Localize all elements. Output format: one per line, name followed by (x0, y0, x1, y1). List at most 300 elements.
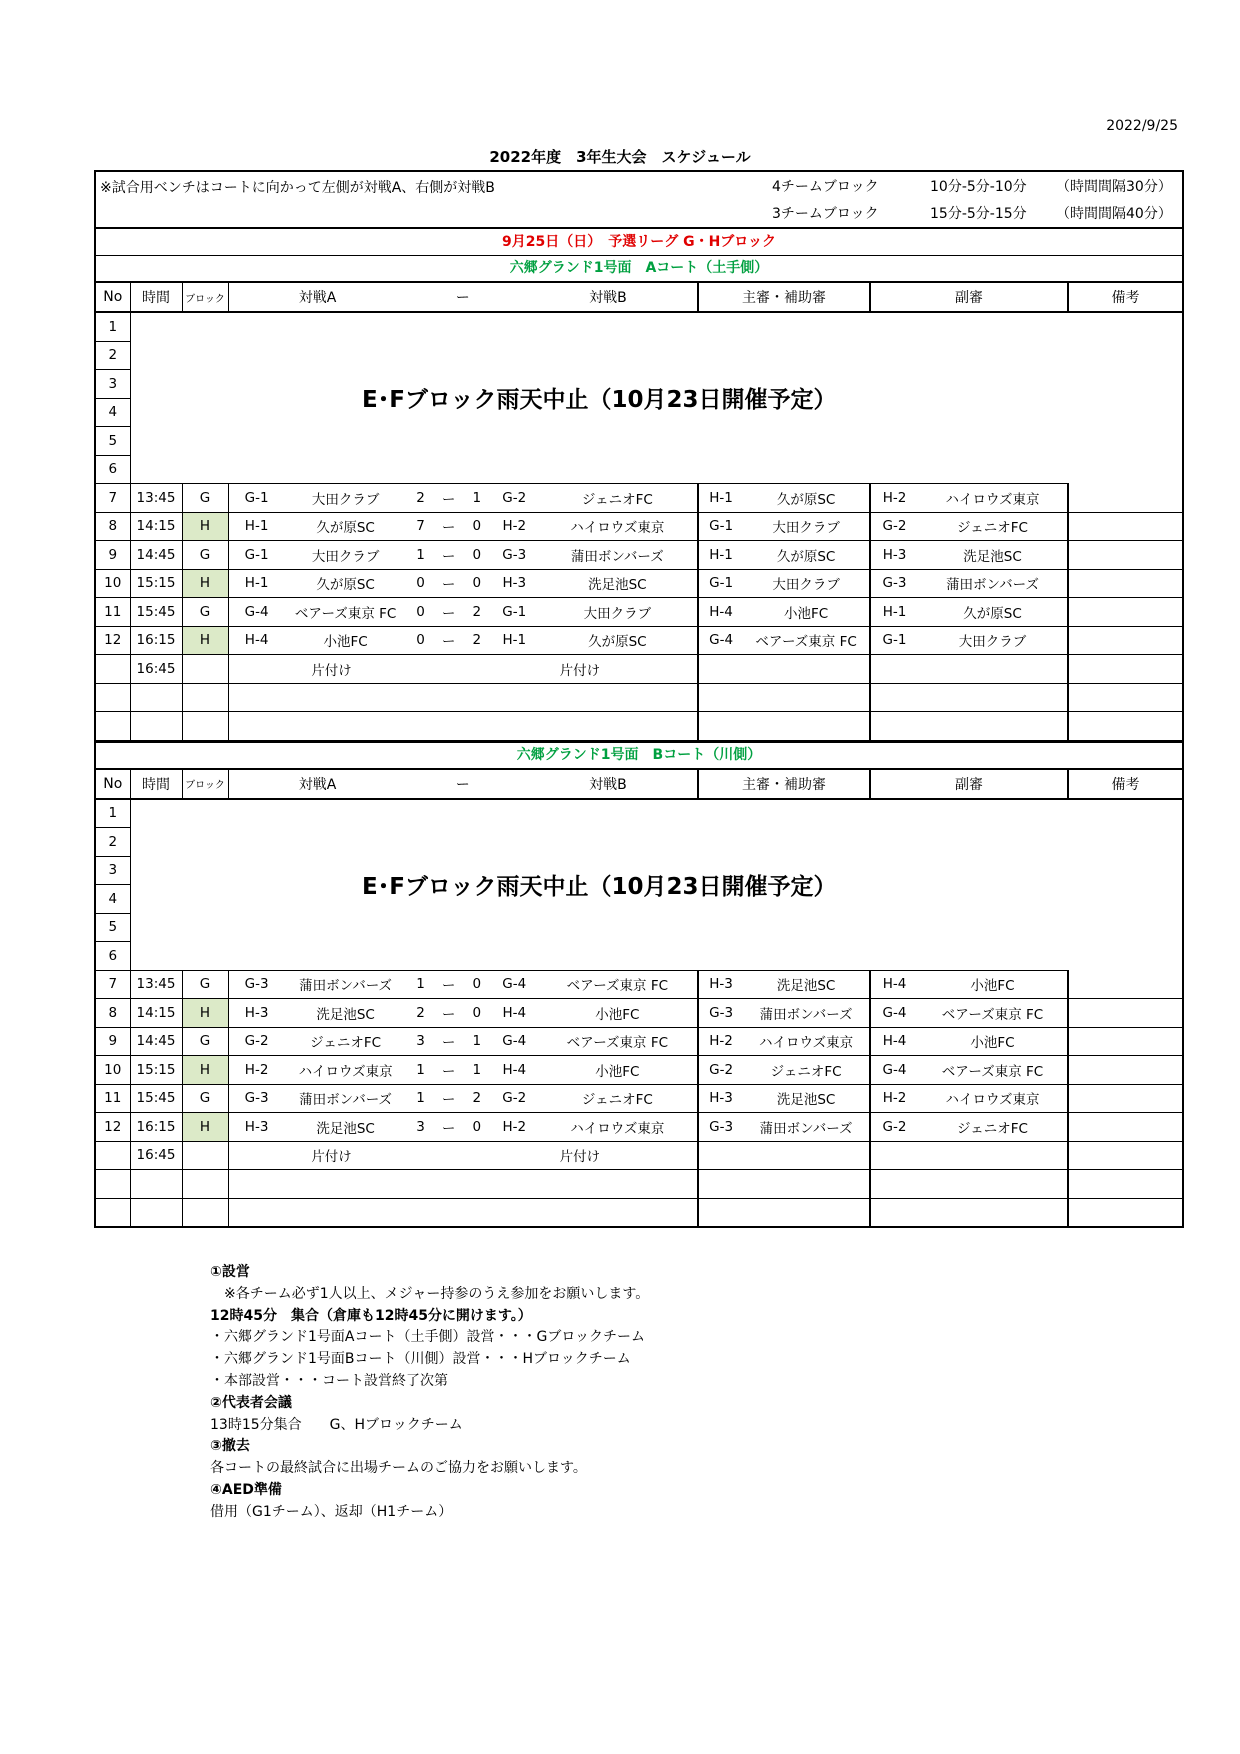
table-header-row (96, 283, 1182, 312)
referee-cell (698, 598, 870, 627)
score-dash: ー (441, 1120, 456, 1137)
score-a: 0 (416, 632, 425, 649)
team-a-name: 久が原SC (316, 520, 375, 537)
empty-cell (698, 1170, 870, 1199)
referee-cell (698, 1113, 870, 1142)
referee-code: G-3 (709, 1004, 734, 1021)
row-no: 8 (96, 512, 130, 541)
match-block: H (182, 569, 228, 598)
team-b-code: G-4 (502, 1033, 527, 1050)
empty-cell (698, 683, 870, 712)
match-group (229, 570, 698, 598)
match-row (96, 1084, 1182, 1113)
sub-referee-code: G-2 (882, 1118, 907, 1135)
empty-cell (698, 712, 870, 741)
note-cell (1068, 856, 1182, 885)
referee-group (699, 974, 869, 994)
match-group (229, 999, 698, 1027)
sub-referee-group (871, 1031, 1067, 1051)
referee-team: 久が原SC (776, 491, 836, 508)
sub-referee-group (871, 974, 1067, 994)
note-cell (1068, 999, 1182, 1028)
referee-cell (698, 569, 870, 598)
note-cell (1068, 1141, 1182, 1170)
referee-team: ベアーズ東京 FC (755, 634, 857, 651)
note-cell (1068, 828, 1182, 857)
sub-referee-cell (870, 484, 1068, 513)
referee-code: H-2 (709, 1033, 733, 1050)
note-cell (1068, 913, 1182, 942)
referee-code: H-1 (709, 489, 733, 506)
sub-referee-cell (870, 970, 1068, 999)
note-cell (1068, 970, 1182, 999)
team-b-name: 蒲田ボンバーズ (570, 548, 664, 565)
match-block: G (182, 1027, 228, 1056)
match-block: G (182, 970, 228, 999)
team-b-code: G-3 (502, 546, 527, 563)
match-row (96, 970, 1182, 999)
sub-referee-group (871, 1060, 1067, 1080)
format-notes (96, 172, 1182, 229)
score-a: 1 (416, 1061, 425, 1078)
empty-cell (228, 712, 698, 741)
cleanup-group (229, 655, 698, 683)
note-line-text: 借用（G1チーム）、返却（H1チーム） (210, 1503, 453, 1520)
team-b-name: ハイロウズ東京 (570, 1120, 665, 1137)
header-note: 備考 (1068, 770, 1182, 799)
header-team-b: 対戦B (589, 290, 627, 306)
score-a: 0 (416, 575, 425, 592)
sub-referee-group (871, 573, 1067, 593)
empty-cell (96, 1198, 130, 1226)
referee-group (699, 516, 869, 536)
referee-team: 蒲田ボンバーズ (759, 1120, 853, 1137)
team-a-name: 久が原SC (316, 577, 375, 594)
header-note: 備考 (1068, 283, 1182, 312)
team-b-code: G-4 (502, 976, 527, 993)
match-row (96, 541, 1182, 570)
row-no: 3 (96, 370, 130, 399)
cancel-area (130, 312, 1068, 484)
score-b: 0 (472, 1118, 482, 1135)
row-no (96, 1141, 130, 1170)
score-a: 2 (416, 1004, 425, 1021)
header-no: No (96, 283, 130, 312)
note-cell (1068, 1113, 1182, 1142)
cleanup-a: 片付け (311, 662, 352, 679)
empty-cell (1068, 712, 1182, 741)
team-a-code: G-4 (244, 603, 269, 620)
sub-referee-code: H-3 (882, 546, 907, 563)
match-cell (228, 541, 698, 570)
sub-referee-cell (870, 1056, 1068, 1085)
row-no: 6 (96, 455, 130, 484)
sub-referee-cell (870, 1141, 1068, 1170)
row-no: 7 (96, 970, 130, 999)
team-a-code: H-2 (244, 1061, 269, 1078)
sub-referee-code: G-3 (882, 575, 907, 592)
match-cell (228, 1113, 698, 1142)
note-cell (1068, 942, 1182, 971)
sub-referee-cell (870, 1084, 1068, 1113)
referee-code: G-1 (709, 518, 734, 535)
match-row (96, 512, 1182, 541)
cancel-notice: E･Fブロック雨天中止（10月23日開催予定） (362, 873, 837, 900)
match-time: 14:15 (130, 999, 182, 1028)
team-b-name: 洗足池SC (588, 577, 647, 594)
match-time: 14:45 (130, 541, 182, 570)
score-dash: ー (441, 577, 456, 594)
empty-cell (130, 1198, 182, 1226)
score-dash: ー (441, 1063, 456, 1080)
row-no: 10 (96, 569, 130, 598)
sub-referee-code: G-4 (882, 1004, 907, 1021)
team-b-name: ベアーズ東京 FC (566, 978, 669, 995)
note-cell (1068, 484, 1182, 513)
referee-group (699, 1031, 869, 1051)
row-no: 11 (96, 1084, 130, 1113)
header-match-group (229, 283, 698, 311)
team-a-name: 小池FC (323, 634, 368, 651)
bench-note: ※試合用ベンチはコートに向かって左側が対戦A、右側が対戦B (100, 180, 495, 196)
row-no: 1 (96, 799, 130, 828)
empty-cell (96, 1170, 130, 1199)
empty-cell (228, 683, 698, 712)
team-a-name: ハイロウズ東京 (298, 1063, 393, 1080)
sub-referee-group (871, 545, 1067, 565)
row-no: 9 (96, 541, 130, 570)
cancel-notice: E･Fブロック雨天中止（10月23日開催予定） (362, 387, 837, 413)
row-no: 12 (96, 626, 130, 655)
sub-referee-code: H-1 (882, 603, 907, 620)
empty-cell (182, 1198, 228, 1226)
note-cell (1068, 1084, 1182, 1113)
note-cell (1068, 370, 1182, 399)
courts-container (96, 256, 1182, 1226)
row-no: 9 (96, 1027, 130, 1056)
header-time: 時間 (130, 770, 182, 799)
note-cell (1068, 455, 1182, 484)
row-no: 2 (96, 828, 130, 857)
team-a-code: G-2 (244, 1033, 269, 1050)
note-line-text: ・本部設営・・・コート設営終了次第 (210, 1372, 448, 1389)
match-time: 16:15 (130, 626, 182, 655)
score-dash: ー (441, 634, 456, 651)
team-b-code: H-4 (502, 1061, 527, 1078)
sub-referee-code: H-4 (882, 976, 907, 993)
note-cell (1068, 512, 1182, 541)
match-row (96, 598, 1182, 627)
court-header: 六郷グランド1号面 Aコート（土手側） (96, 256, 1182, 283)
row-no: 11 (96, 598, 130, 627)
score-b: 0 (472, 546, 482, 563)
empty-row (96, 683, 1182, 712)
row-no: 8 (96, 999, 130, 1028)
team-a-code: G-3 (244, 976, 269, 993)
empty-cell (870, 1198, 1068, 1226)
team-b-code: G-2 (502, 489, 527, 506)
team-b-name: 小池FC (595, 1006, 640, 1023)
team-b-code: G-1 (502, 603, 527, 620)
referee-group (699, 1060, 869, 1080)
referee-cell (698, 1141, 870, 1170)
cleanup-block (182, 1141, 228, 1170)
document-title: 2022年度 3年生大会 スケジュール (489, 148, 751, 166)
empty-cell (96, 683, 130, 712)
match-block: H (182, 999, 228, 1028)
empty-row (96, 712, 1182, 741)
referee-group (699, 1117, 869, 1137)
referee-group (699, 1003, 869, 1023)
match-group (229, 1056, 698, 1084)
score-b: 0 (472, 976, 482, 993)
format-interval: （時間間隔30分） (1056, 179, 1172, 195)
score-dash: ー (441, 1006, 456, 1023)
header-referee: 主審・補助審 (698, 770, 870, 799)
sub-referee-team: 小池FC (970, 1035, 1015, 1052)
match-time: 13:45 (130, 484, 182, 513)
row-no: 4 (96, 885, 130, 914)
team-a-name: 洗足池SC (316, 1006, 375, 1023)
score-dash: ー (441, 520, 456, 537)
referee-group (699, 488, 869, 508)
match-block: H (182, 626, 228, 655)
sub-referee-code: H-2 (882, 489, 907, 506)
sub-referee-code: H-4 (882, 1033, 907, 1050)
referee-cell (698, 1027, 870, 1056)
match-group (229, 1113, 698, 1141)
empty-cell (1068, 1198, 1182, 1226)
match-cell (228, 1027, 698, 1056)
note-cell (1068, 655, 1182, 684)
header-referee: 主審・補助審 (698, 283, 870, 312)
match-time: 15:15 (130, 1056, 182, 1085)
sub-referee-cell (870, 541, 1068, 570)
empty-cell (182, 683, 228, 712)
match-row (96, 1056, 1182, 1085)
referee-team: 洗足池SC (776, 1092, 836, 1109)
note-line-text: ①設営 (210, 1264, 250, 1280)
empty-cell (130, 1170, 182, 1199)
note-line-text: 各コートの最終試合に出場チームのご協力をお願いします。 (210, 1460, 587, 1477)
empty-cell (182, 1170, 228, 1199)
header-team-a: 対戦A (298, 290, 337, 306)
match-group (229, 484, 698, 512)
referee-cell (698, 484, 870, 513)
note-line-text: 12時45分 集合（倉庫も12時45分に開けます。） (210, 1307, 532, 1324)
sub-referee-group (871, 516, 1067, 536)
team-a-code: H-3 (244, 1004, 269, 1021)
referee-team: 洗足池SC (776, 978, 836, 995)
team-b-name: 大田クラブ (583, 605, 652, 622)
empty-cell (228, 1198, 698, 1226)
referee-cell (698, 1056, 870, 1085)
cancel-area (130, 799, 1068, 971)
row-no: 7 (96, 484, 130, 513)
score-a: 1 (416, 976, 425, 993)
referee-code: G-1 (709, 575, 734, 592)
header-team-b: 対戦B (589, 776, 627, 793)
cleanup-group (229, 1142, 698, 1170)
cleanup-a: 片付け (311, 1149, 352, 1166)
empty-cell (130, 683, 182, 712)
sub-referee-group (871, 602, 1067, 622)
team-a-name: 大田クラブ (311, 548, 380, 565)
score-b: 1 (472, 1033, 482, 1050)
empty-cell (182, 712, 228, 741)
referee-code: G-2 (709, 1061, 734, 1078)
sub-referee-team: ジェニオFC (957, 520, 1028, 537)
match-time: 15:15 (130, 569, 182, 598)
sub-referee-team: 蒲田ボンバーズ (946, 577, 1039, 594)
cancelled-row (96, 312, 1182, 341)
cleanup-b: 片付け (559, 662, 601, 679)
sub-referee-cell (870, 512, 1068, 541)
empty-cell (870, 683, 1068, 712)
note-cell (1068, 312, 1182, 341)
format-time: 15分-5分-15分 (930, 206, 1027, 222)
match-cell (228, 999, 698, 1028)
referee-group (699, 602, 869, 622)
referee-code: G-3 (709, 1118, 734, 1135)
note-cell (1068, 541, 1182, 570)
row-no: 5 (96, 913, 130, 942)
day-header: 9月25日（日） 予選リーグ G・Hブロック (96, 229, 1182, 256)
referee-team: ジェニオFC (770, 1063, 842, 1080)
team-b-code: H-1 (502, 632, 527, 649)
match-time: 15:45 (130, 1084, 182, 1113)
sub-referee-team: 洗足池SC (963, 548, 1022, 565)
sub-referee-team: ジェニオFC (957, 1120, 1028, 1137)
empty-cell (96, 712, 130, 741)
row-no: 1 (96, 312, 130, 341)
header-dash: ー (455, 776, 470, 793)
sub-referee-cell (870, 626, 1068, 655)
note-cell (1068, 569, 1182, 598)
match-group (229, 971, 698, 999)
cleanup-b: 片付け (559, 1149, 601, 1166)
sub-referee-team: 大田クラブ (958, 634, 1027, 651)
match-block: G (182, 598, 228, 627)
empty-cell (1068, 1170, 1182, 1199)
schedule-frame (94, 170, 1184, 1228)
sub-referee-code: G-2 (882, 518, 907, 535)
referee-cell (698, 1084, 870, 1113)
referee-cell (698, 970, 870, 999)
match-cell (228, 512, 698, 541)
header-match-group (229, 770, 698, 798)
format-time: 10分-5分-10分 (930, 179, 1027, 195)
sub-referee-code: G-1 (882, 632, 907, 649)
referee-cell (698, 999, 870, 1028)
notes-section (210, 1262, 649, 1524)
sub-referee-group (871, 630, 1067, 650)
match-group (229, 598, 698, 626)
team-b-name: ハイロウズ東京 (570, 520, 665, 537)
cleanup-cell (228, 655, 698, 684)
score-dash: ー (441, 1092, 456, 1109)
team-b-code: H-3 (502, 575, 527, 592)
sub-referee-team: 久が原SC (963, 605, 1022, 622)
row-no: 6 (96, 942, 130, 971)
match-row (96, 626, 1182, 655)
empty-cell (870, 712, 1068, 741)
referee-code: H-1 (709, 546, 733, 563)
note-cell (1068, 427, 1182, 456)
empty-cell (228, 1170, 698, 1199)
sub-referee-cell (870, 655, 1068, 684)
match-group (229, 1028, 698, 1056)
referee-code: H-4 (709, 603, 733, 620)
empty-cell (870, 1170, 1068, 1199)
score-dash: ー (441, 1035, 456, 1052)
note-line-text: 13時15分集合 G、Hブロックチーム (210, 1416, 463, 1433)
sub-referee-team: ハイロウズ東京 (945, 1092, 1040, 1109)
score-dash: ー (441, 491, 456, 508)
table-header-row (96, 770, 1182, 799)
team-a-code: H-3 (244, 1118, 269, 1135)
score-dash: ー (441, 548, 456, 565)
referee-code: H-3 (709, 976, 733, 993)
format-block: 3チームブロック (772, 206, 879, 222)
sub-referee-cell (870, 1113, 1068, 1142)
row-no: 12 (96, 1113, 130, 1142)
sub-referee-group (871, 488, 1067, 508)
score-b: 1 (472, 1061, 482, 1078)
header-time: 時間 (130, 283, 182, 312)
team-b-name: ジェニオFC (581, 1092, 653, 1109)
team-a-name: ベアーズ東京 FC (294, 605, 397, 622)
team-b-code: H-2 (502, 518, 527, 535)
cancelled-row (96, 799, 1182, 828)
note-cell (1068, 799, 1182, 828)
empty-row (96, 1198, 1182, 1226)
referee-team: 小池FC (783, 605, 829, 622)
score-b: 2 (472, 632, 482, 649)
match-cell (228, 598, 698, 627)
score-a: 3 (416, 1033, 425, 1050)
note-line-text: ・六郷グランド1号面Bコート（川側）設営・・・Hブロックチーム (210, 1351, 631, 1368)
referee-team: 久が原SC (776, 548, 836, 565)
court-header: 六郷グランド1号面 Bコート（川側） (96, 741, 1182, 770)
header-block: ブロック (182, 283, 228, 312)
team-b-code: G-2 (502, 1090, 527, 1107)
header-sub-referee: 副審 (870, 283, 1068, 312)
sub-referee-cell (870, 569, 1068, 598)
match-block: H (182, 1056, 228, 1085)
note-cell (1068, 1056, 1182, 1085)
sub-referee-group (871, 1117, 1067, 1137)
match-table (96, 770, 1182, 1227)
cleanup-block (182, 655, 228, 684)
team-a-name: 大田クラブ (311, 491, 380, 508)
referee-group (699, 1088, 869, 1108)
referee-code: G-4 (709, 632, 734, 649)
match-group (229, 541, 698, 569)
cleanup-cell (228, 1141, 698, 1170)
match-time: 16:15 (130, 1113, 182, 1142)
match-cell (228, 626, 698, 655)
row-no: 2 (96, 341, 130, 370)
match-time: 13:45 (130, 970, 182, 999)
match-block: H (182, 1113, 228, 1142)
note-line-text: ・六郷グランド1号面Aコート（土手側）設営・・・Gブロックチーム (210, 1329, 646, 1346)
match-cell (228, 484, 698, 513)
match-time: 14:15 (130, 512, 182, 541)
match-cell (228, 569, 698, 598)
note-line-text: ④AED準備 (210, 1481, 282, 1498)
format-interval: （時間間隔40分） (1056, 206, 1172, 222)
